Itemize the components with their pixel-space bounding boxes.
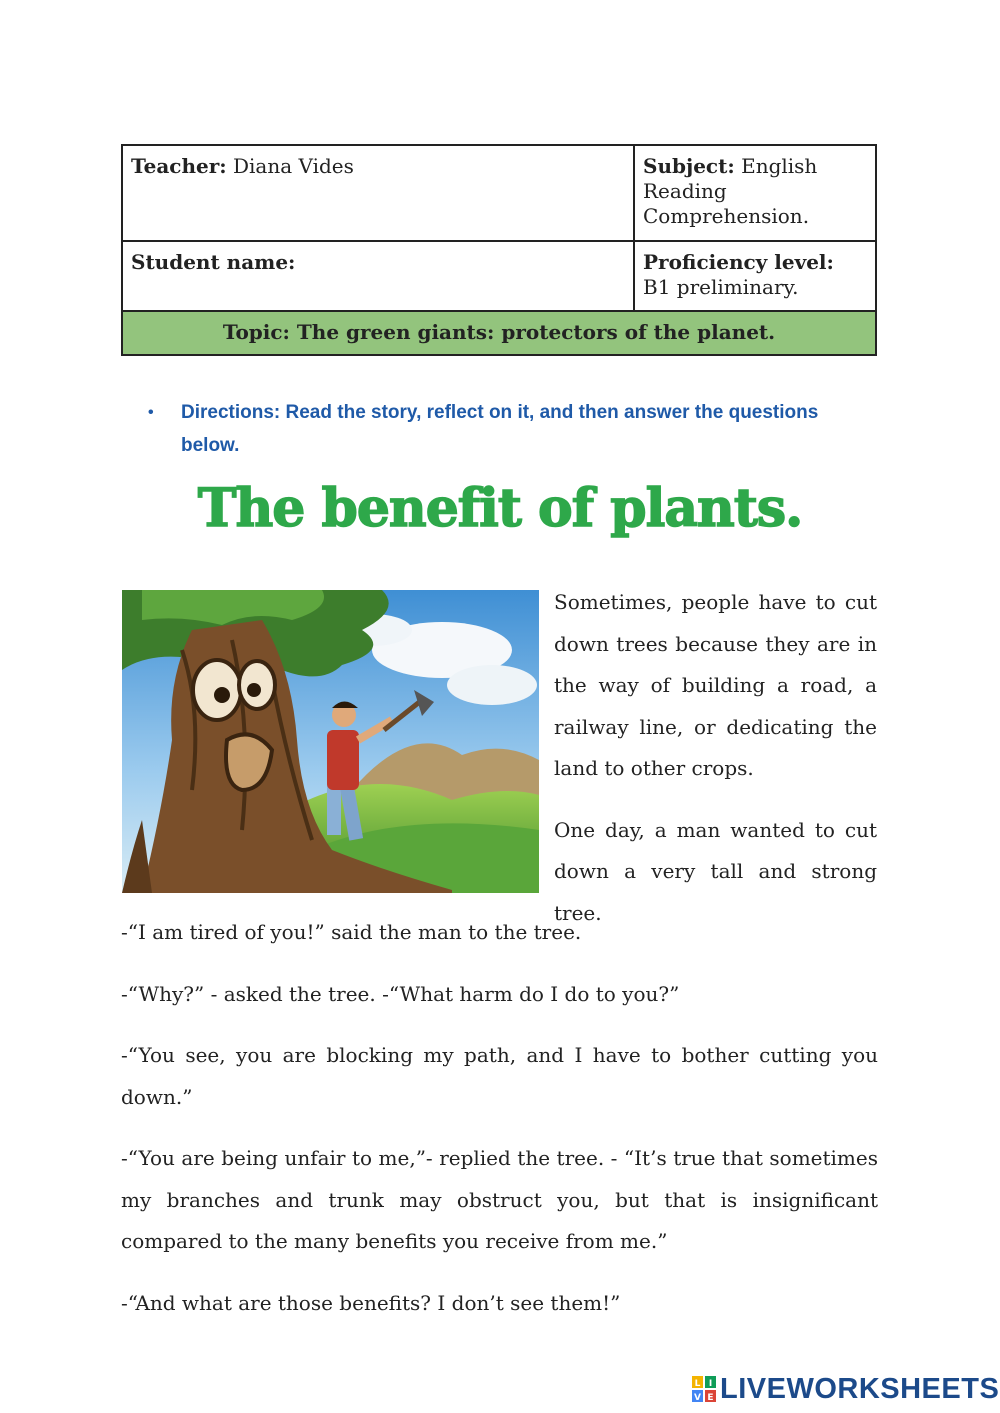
teacher-value: Diana Vides (226, 154, 354, 178)
subject-label: Subject: (643, 154, 735, 178)
liveworksheets-logo-icon (692, 1376, 716, 1402)
logo-letter-i: I (708, 1379, 713, 1389)
liveworksheets-logo (692, 1372, 999, 1406)
directions (148, 396, 878, 462)
teacher-cell (122, 145, 634, 241)
tree-man-illustration-icon (122, 590, 539, 893)
story-paragraph-5: -“You see, you are blocking my path, and I have to bother cutting you down.” (121, 1043, 878, 1109)
directions-text: Directions: Read the story, reflect on it, and then answer the questions below. (181, 402, 819, 456)
level-cell (634, 241, 876, 311)
level-label: Proficiency level: (643, 250, 834, 274)
story-title: The benefit of plants. (197, 478, 803, 539)
subject-cell (634, 145, 876, 241)
logo-letter-e: E (707, 1393, 714, 1402)
logo-letter-l: L (694, 1379, 701, 1389)
brand-name: LIVEWORKSHEETS (720, 1372, 1000, 1405)
subject-value: English Reading Comprehension. (643, 154, 818, 228)
story-paragraph-2: One day, a man wanted to cut down a very tall and strong tree. (554, 817, 877, 925)
logo-letter-v: V (694, 1393, 701, 1402)
story-paragraph-1: Sometimes, people have to cut down trees because they are in the way of building a road, a railway line, or dedicating the land to other crops. (554, 590, 877, 780)
story-body-text (121, 912, 878, 1344)
topic-cell: Topic: The green giants: protectors of the planet. (122, 311, 876, 355)
student-name-cell[interactable] (122, 241, 634, 311)
story-paragraph-7: -“And what are those benefits? I don’t see them!” (121, 1290, 621, 1315)
tree-illustration (122, 590, 539, 893)
story-side-text (554, 582, 877, 954)
header-table (121, 144, 877, 356)
teacher-label: Teacher: (131, 154, 227, 178)
story-paragraph-4: -“Why?” - asked the tree. -“What harm do I do to you?” (121, 981, 680, 1006)
story-paragraph-3: -“I am tired of you!” said the man to the tree. (121, 920, 582, 944)
bullet: • (148, 404, 154, 421)
level-value: B1 preliminary. (643, 275, 799, 299)
student-name-label: Student name: (131, 250, 296, 274)
story-paragraph-6: -“You are being unfair to me,”- replied the tree. - “It’s true that sometimes my branches and trunk may obstruct you, but that is insignificant compared to the many benefits you receive from me.” (121, 1146, 878, 1253)
